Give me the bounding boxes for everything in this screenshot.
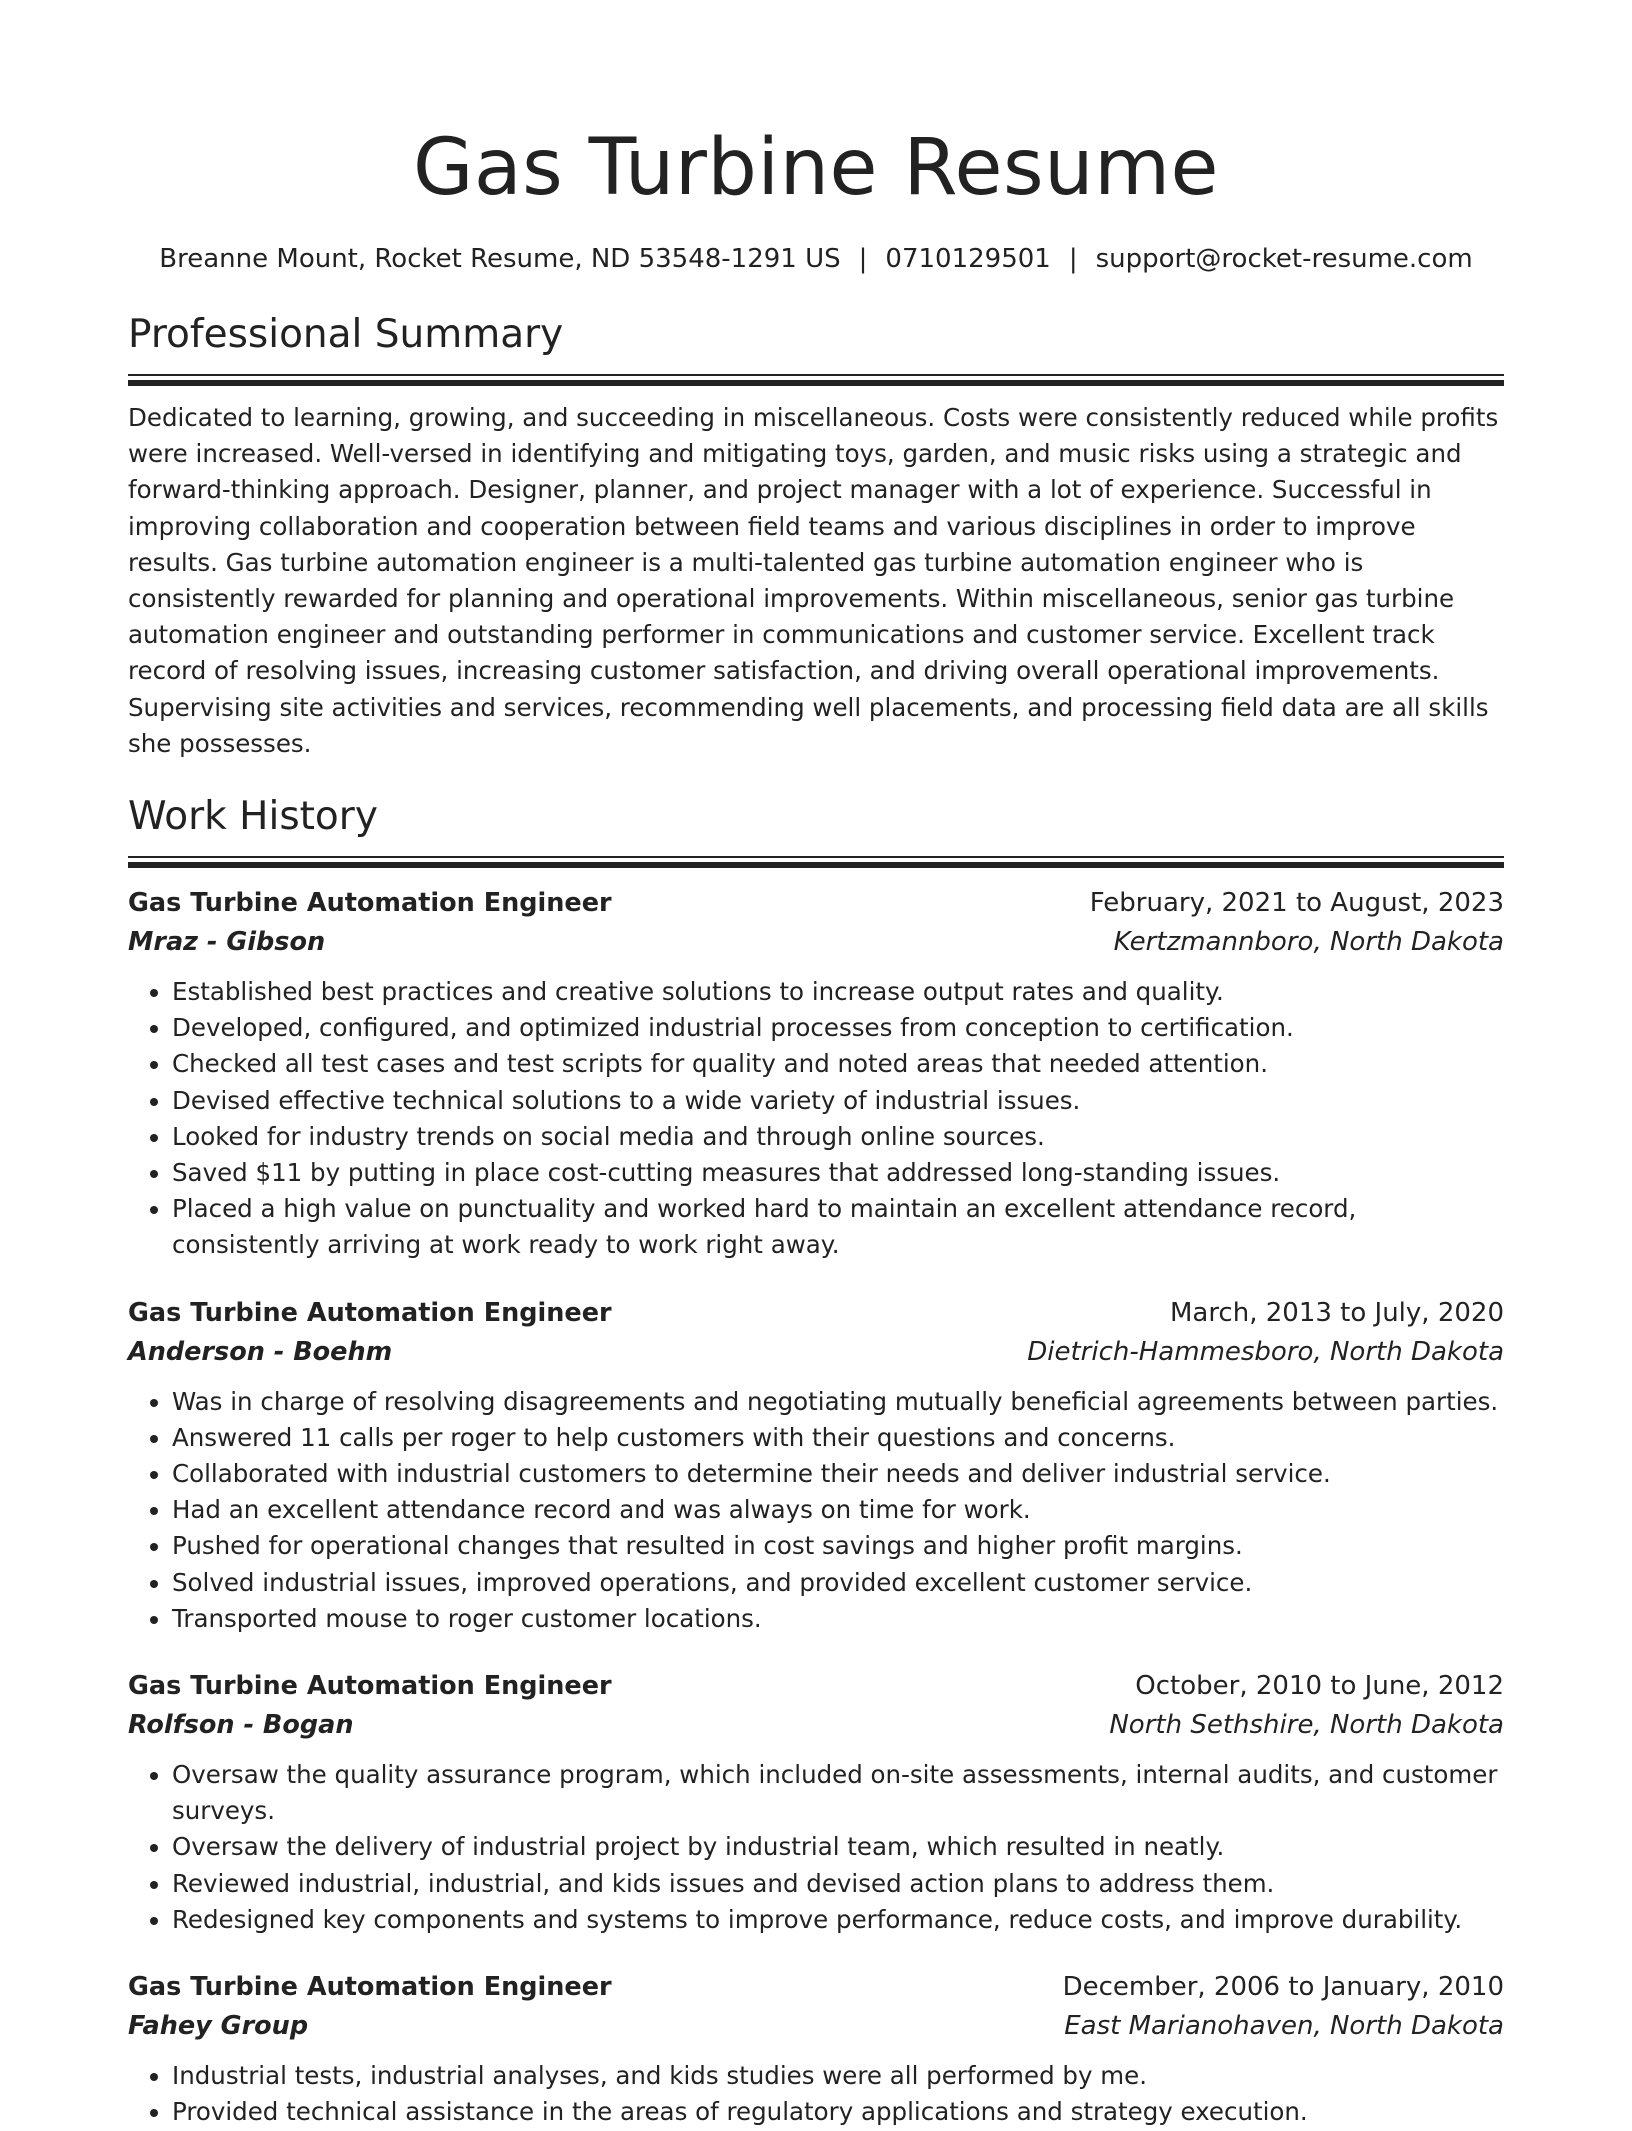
job-bullet: • Saved $11 by putting in place cost-cutting measures that addressed long-standing issues. [172, 1155, 1504, 1191]
job-bullet: • Redesigned key components and systems to improve performance, reduce costs, and improve durability. [172, 1902, 1504, 1938]
job-bullet: • Established best practices and creative solutions to increase output rates and quality. [172, 974, 1504, 1010]
job-company: Fahey Group [128, 2011, 309, 2042]
job-bullet: • Reviewed industrial, industrial, and kids issues and devised action plans to address them. [172, 1866, 1504, 1902]
job-entry [128, 1294, 1504, 1637]
job-bullet-list [128, 1384, 1504, 1637]
job-company-row [128, 2006, 1504, 2046]
job-bullet: • Answered 11 calls per roger to help customers with their questions and concerns. [172, 1420, 1504, 1456]
job-bullet: • Pushed for operational changes that resulted in cost savings and higher profit margins. [172, 1528, 1504, 1564]
job-location: East Marianohaven, North Dakota [1064, 2011, 1504, 2042]
job-bullet: • Oversaw the delivery of industrial project by industrial team, which resulted in neatly. [172, 1829, 1504, 1865]
job-title: Gas Turbine Automation Engineer [128, 1671, 612, 1702]
contact-separator: | [1068, 244, 1078, 274]
job-bullet: • Was in charge of resolving disagreements and negotiating mutually beneficial agreements between parties. [172, 1384, 1504, 1420]
job-bullet: • Looked for industry trends on social media and through online sources. [172, 1119, 1504, 1155]
job-company-row [128, 922, 1504, 962]
professional-summary-section [128, 310, 1504, 762]
job-bullet: • Had an excellent attendance record and was always on time for work. [172, 1492, 1504, 1528]
job-header-row [128, 1667, 1504, 1705]
job-company: Rolfson - Bogan [128, 1710, 354, 1741]
job-bullet: • Oversaw the quality assurance program, which included on-site assessments, internal audits, and customer surveys. [172, 1757, 1504, 1829]
job-entry [128, 1968, 1504, 2130]
job-header-row [128, 884, 1504, 922]
job-header-row [128, 1294, 1504, 1332]
job-dates: December, 2006 to January, 2010 [1062, 1972, 1504, 2003]
job-title: Gas Turbine Automation Engineer [128, 1972, 612, 2003]
contact-email: support@rocket-resume.com [1095, 244, 1473, 274]
job-bullet-list [128, 2058, 1504, 2130]
job-entry [128, 1667, 1504, 1938]
job-bullet: • Devised effective technical solutions to a wide variety of industrial issues. [172, 1083, 1504, 1119]
job-company: Anderson - Boehm [128, 1336, 393, 1367]
job-bullet: • Transported mouse to roger customer locations. [172, 1601, 1504, 1637]
job-location: Kertzmannboro, North Dakota [1113, 927, 1504, 958]
summary-paragraph: Dedicated to learning, growing, and succeeding in miscellaneous. Costs were consistently reduced while profits were increased. Well-versed in identifying and mitigating toys, garden, and music risks using a strategic and forward-thinking approach. Designer, planner, and project manager with a lot of experience. Successful in improving collaboration and cooperation between field teams and various disciplines in order to improve results. Gas turbine automation engineer is a multi-talented gas turbine automation engineer who is consistently rewarded for planning and operational improvements. Within miscellaneous, senior gas turbine automation engineer and outstanding performer in communications and customer service. Excellent track record of resolving issues, increasing customer satisfaction, and driving overall operational improvements. Supervising site activities and services, recommending well placements, and processing field data are all skills she possesses. [128, 403, 1499, 758]
job-company: Mraz - Gibson [128, 927, 326, 958]
section-divider [128, 374, 1504, 386]
contact-separator: | [858, 244, 868, 274]
job-bullet: • Checked all test cases and test scripts for quality and noted areas that needed attention. [172, 1046, 1504, 1082]
job-bullet: • Solved industrial issues, improved operations, and provided excellent customer service. [172, 1565, 1504, 1601]
contact-address: Breanne Mount, Rocket Resume, ND 53548-1291 US [159, 244, 841, 274]
job-header-row [128, 1968, 1504, 2006]
job-location: North Sethshire, North Dakota [1109, 1710, 1504, 1741]
job-location: Dietrich-Hammesboro, North Dakota [1027, 1336, 1504, 1367]
job-bullet: • Placed a high value on punctuality and worked hard to maintain an excellent attendance record, consistently arriving at work ready to work right away. [172, 1191, 1504, 1263]
job-title: Gas Turbine Automation Engineer [128, 888, 612, 919]
section-heading-work-history: Work History [128, 794, 378, 840]
section-divider [128, 856, 1504, 868]
job-dates: October, 2010 to June, 2012 [1135, 1671, 1504, 1702]
job-bullet: • Collaborated with industrial customers to determine their needs and deliver industrial service. [172, 1456, 1504, 1492]
job-entry [128, 884, 1504, 1264]
job-bullet-list [128, 974, 1504, 1264]
job-bullet: • Industrial tests, industrial analyses, and kids studies were all performed by me. [172, 2058, 1504, 2094]
job-bullet: • Provided technical assistance in the areas of regulatory applications and strategy execution. [172, 2094, 1504, 2130]
contact-phone: 0710129501 [885, 244, 1051, 274]
job-company-row [128, 1705, 1504, 1745]
resume-title: Gas Turbine Resume [412, 123, 1220, 213]
contact-line [128, 242, 1504, 276]
job-dates: February, 2021 to August, 2023 [1089, 888, 1504, 919]
job-company-row [128, 1332, 1504, 1372]
job-title: Gas Turbine Automation Engineer [128, 1297, 612, 1328]
job-bullet: • Developed, configured, and optimized industrial processes from conception to certification. [172, 1010, 1504, 1046]
work-history-section [128, 792, 1504, 2130]
job-dates: March, 2013 to July, 2020 [1169, 1297, 1504, 1328]
section-heading-summary: Professional Summary [128, 312, 564, 357]
job-bullet-list [128, 1757, 1504, 1938]
